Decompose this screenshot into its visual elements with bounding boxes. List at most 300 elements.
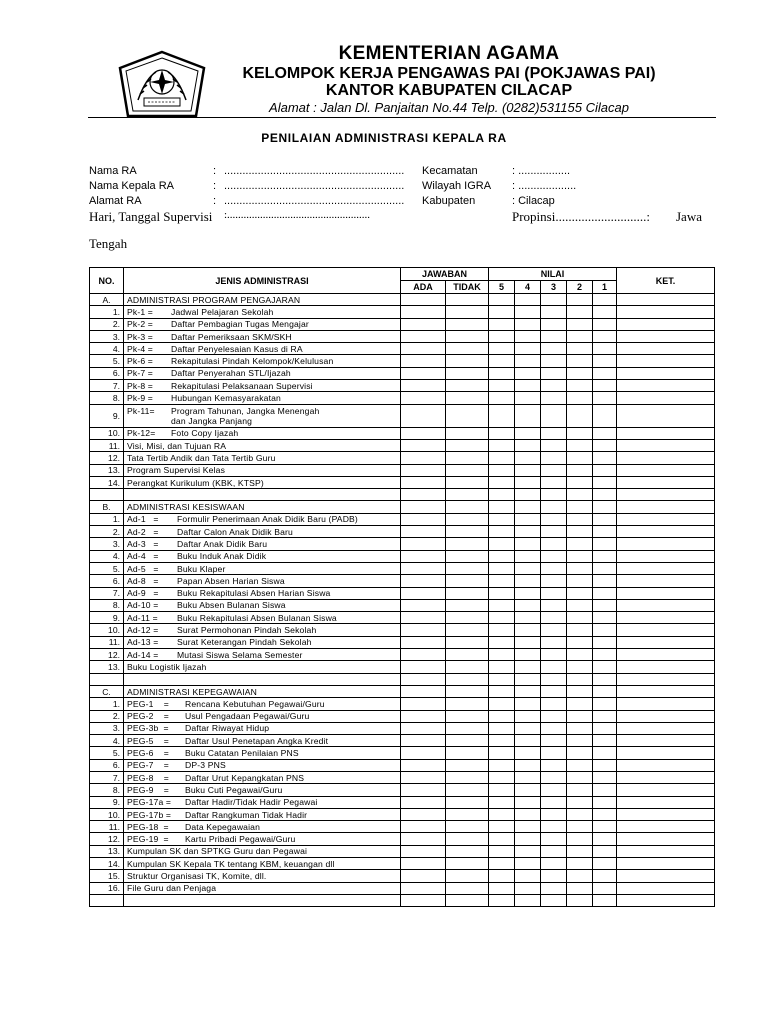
cell-ket[interactable]	[617, 894, 715, 906]
cell-tidak[interactable]	[446, 833, 489, 845]
cell-n5[interactable]	[489, 599, 515, 611]
cell-tidak[interactable]	[446, 427, 489, 439]
cell-n1[interactable]	[593, 476, 617, 488]
cell-ket[interactable]	[617, 661, 715, 673]
cell-n1[interactable]	[593, 784, 617, 796]
cell-n5[interactable]	[489, 318, 515, 330]
cell-n2[interactable]	[567, 735, 593, 747]
cell-tidak[interactable]	[446, 710, 489, 722]
cell-n4[interactable]	[515, 306, 541, 318]
cell-ket[interactable]	[617, 367, 715, 379]
cell-n1[interactable]	[593, 882, 617, 894]
cell-n3[interactable]	[541, 882, 567, 894]
cell-n2[interactable]	[567, 894, 593, 906]
cell-ket[interactable]	[617, 759, 715, 771]
cell-ket[interactable]	[617, 784, 715, 796]
cell-n3[interactable]	[541, 735, 567, 747]
cell-n2[interactable]	[567, 784, 593, 796]
cell-n4[interactable]	[515, 870, 541, 882]
cell-ada[interactable]	[401, 526, 446, 538]
cell-ada[interactable]	[401, 575, 446, 587]
cell-ket[interactable]	[617, 439, 715, 451]
cell-n5[interactable]	[489, 636, 515, 648]
cell-n4[interactable]	[515, 526, 541, 538]
cell-n4[interactable]	[515, 355, 541, 367]
cell-n2[interactable]	[567, 858, 593, 870]
cell-tidak[interactable]	[446, 501, 489, 513]
cell-n1[interactable]	[593, 526, 617, 538]
cell-n3[interactable]	[541, 538, 567, 550]
cell-tidak[interactable]	[446, 747, 489, 759]
cell-n2[interactable]	[567, 636, 593, 648]
cell-ket[interactable]	[617, 526, 715, 538]
cell-tidak[interactable]	[446, 759, 489, 771]
cell-n5[interactable]	[489, 882, 515, 894]
cell-n3[interactable]	[541, 673, 567, 685]
cell-ket[interactable]	[617, 636, 715, 648]
cell-n5[interactable]	[489, 710, 515, 722]
cell-n2[interactable]	[567, 476, 593, 488]
cell-tidak[interactable]	[446, 392, 489, 404]
cell-ket[interactable]	[617, 685, 715, 697]
cell-n3[interactable]	[541, 759, 567, 771]
cell-n1[interactable]	[593, 649, 617, 661]
cell-n5[interactable]	[489, 747, 515, 759]
cell-n5[interactable]	[489, 685, 515, 697]
cell-tidak[interactable]	[446, 735, 489, 747]
cell-n4[interactable]	[515, 380, 541, 392]
cell-n3[interactable]	[541, 392, 567, 404]
cell-ada[interactable]	[401, 380, 446, 392]
field-alamat[interactable]: ...........................................................	[224, 195, 405, 207]
cell-ket[interactable]	[617, 343, 715, 355]
cell-n4[interactable]	[515, 318, 541, 330]
cell-ket[interactable]	[617, 392, 715, 404]
cell-n2[interactable]	[567, 673, 593, 685]
cell-ada[interactable]	[401, 343, 446, 355]
cell-n5[interactable]	[489, 404, 515, 427]
cell-n5[interactable]	[489, 894, 515, 906]
cell-n3[interactable]	[541, 784, 567, 796]
cell-n2[interactable]	[567, 771, 593, 783]
cell-n4[interactable]	[515, 722, 541, 734]
cell-n1[interactable]	[593, 489, 617, 501]
cell-n1[interactable]	[593, 624, 617, 636]
cell-tidak[interactable]	[446, 636, 489, 648]
cell-ada[interactable]	[401, 404, 446, 427]
cell-n2[interactable]	[567, 380, 593, 392]
cell-n4[interactable]	[515, 330, 541, 342]
cell-ket[interactable]	[617, 599, 715, 611]
cell-n4[interactable]	[515, 771, 541, 783]
cell-n5[interactable]	[489, 489, 515, 501]
cell-n3[interactable]	[541, 404, 567, 427]
cell-n3[interactable]	[541, 330, 567, 342]
field-nama-kepala[interactable]: ...........................................................	[224, 180, 405, 192]
cell-n1[interactable]	[593, 550, 617, 562]
cell-n1[interactable]	[593, 587, 617, 599]
cell-tidak[interactable]	[446, 722, 489, 734]
cell-ket[interactable]	[617, 550, 715, 562]
cell-n2[interactable]	[567, 685, 593, 697]
cell-n3[interactable]	[541, 858, 567, 870]
cell-n3[interactable]	[541, 833, 567, 845]
cell-tidak[interactable]	[446, 513, 489, 525]
cell-n2[interactable]	[567, 355, 593, 367]
cell-n3[interactable]	[541, 439, 567, 451]
cell-n1[interactable]	[593, 318, 617, 330]
cell-n5[interactable]	[489, 858, 515, 870]
cell-n1[interactable]	[593, 355, 617, 367]
cell-n1[interactable]	[593, 636, 617, 648]
cell-n4[interactable]	[515, 476, 541, 488]
cell-n3[interactable]	[541, 796, 567, 808]
cell-ket[interactable]	[617, 698, 715, 710]
cell-n3[interactable]	[541, 771, 567, 783]
field-wilayah[interactable]: : ...................	[512, 180, 577, 192]
cell-ket[interactable]	[617, 452, 715, 464]
cell-ada[interactable]	[401, 427, 446, 439]
cell-tidak[interactable]	[446, 367, 489, 379]
cell-n2[interactable]	[567, 306, 593, 318]
cell-tidak[interactable]	[446, 318, 489, 330]
cell-ada[interactable]	[401, 858, 446, 870]
cell-n4[interactable]	[515, 821, 541, 833]
cell-n3[interactable]	[541, 599, 567, 611]
cell-n5[interactable]	[489, 821, 515, 833]
cell-n5[interactable]	[489, 575, 515, 587]
cell-n5[interactable]	[489, 380, 515, 392]
cell-n2[interactable]	[567, 882, 593, 894]
cell-n1[interactable]	[593, 685, 617, 697]
cell-n5[interactable]	[489, 439, 515, 451]
cell-n3[interactable]	[541, 845, 567, 857]
cell-n5[interactable]	[489, 452, 515, 464]
cell-n3[interactable]	[541, 355, 567, 367]
cell-ada[interactable]	[401, 501, 446, 513]
cell-n1[interactable]	[593, 870, 617, 882]
cell-n2[interactable]	[567, 833, 593, 845]
cell-n5[interactable]	[489, 649, 515, 661]
cell-ada[interactable]	[401, 562, 446, 574]
cell-n2[interactable]	[567, 722, 593, 734]
cell-n3[interactable]	[541, 710, 567, 722]
cell-ada[interactable]	[401, 661, 446, 673]
cell-n3[interactable]	[541, 722, 567, 734]
cell-n3[interactable]	[541, 894, 567, 906]
cell-ada[interactable]	[401, 294, 446, 306]
cell-ket[interactable]	[617, 538, 715, 550]
cell-ket[interactable]	[617, 355, 715, 367]
cell-n4[interactable]	[515, 673, 541, 685]
cell-n2[interactable]	[567, 439, 593, 451]
cell-n4[interactable]	[515, 562, 541, 574]
cell-n4[interactable]	[515, 501, 541, 513]
cell-n2[interactable]	[567, 796, 593, 808]
cell-n3[interactable]	[541, 587, 567, 599]
cell-ket[interactable]	[617, 833, 715, 845]
cell-tidak[interactable]	[446, 550, 489, 562]
cell-n3[interactable]	[541, 661, 567, 673]
cell-n1[interactable]	[593, 464, 617, 476]
cell-n4[interactable]	[515, 624, 541, 636]
cell-tidak[interactable]	[446, 355, 489, 367]
cell-tidak[interactable]	[446, 476, 489, 488]
cell-tidak[interactable]	[446, 858, 489, 870]
cell-ada[interactable]	[401, 698, 446, 710]
cell-n3[interactable]	[541, 427, 567, 439]
cell-tidak[interactable]	[446, 489, 489, 501]
cell-n2[interactable]	[567, 587, 593, 599]
cell-n4[interactable]	[515, 661, 541, 673]
cell-n4[interactable]	[515, 599, 541, 611]
cell-n2[interactable]	[567, 318, 593, 330]
cell-n1[interactable]	[593, 661, 617, 673]
cell-ada[interactable]	[401, 759, 446, 771]
cell-ket[interactable]	[617, 858, 715, 870]
cell-tidak[interactable]	[446, 624, 489, 636]
cell-ket[interactable]	[617, 735, 715, 747]
cell-ket[interactable]	[617, 587, 715, 599]
cell-ada[interactable]	[401, 599, 446, 611]
cell-n5[interactable]	[489, 833, 515, 845]
cell-n5[interactable]	[489, 427, 515, 439]
cell-ket[interactable]	[617, 427, 715, 439]
cell-ada[interactable]	[401, 587, 446, 599]
cell-n3[interactable]	[541, 575, 567, 587]
cell-ada[interactable]	[401, 367, 446, 379]
cell-n4[interactable]	[515, 575, 541, 587]
cell-n5[interactable]	[489, 735, 515, 747]
cell-ada[interactable]	[401, 550, 446, 562]
cell-ada[interactable]	[401, 318, 446, 330]
cell-n1[interactable]	[593, 501, 617, 513]
cell-n2[interactable]	[567, 526, 593, 538]
cell-tidak[interactable]	[446, 821, 489, 833]
cell-ada[interactable]	[401, 685, 446, 697]
cell-n5[interactable]	[489, 771, 515, 783]
cell-n5[interactable]	[489, 759, 515, 771]
cell-n3[interactable]	[541, 550, 567, 562]
cell-n5[interactable]	[489, 722, 515, 734]
cell-n1[interactable]	[593, 599, 617, 611]
cell-tidak[interactable]	[446, 673, 489, 685]
cell-tidak[interactable]	[446, 538, 489, 550]
cell-n4[interactable]	[515, 649, 541, 661]
cell-ada[interactable]	[401, 784, 446, 796]
cell-n5[interactable]	[489, 343, 515, 355]
cell-ada[interactable]	[401, 710, 446, 722]
cell-tidak[interactable]	[446, 587, 489, 599]
cell-n3[interactable]	[541, 612, 567, 624]
cell-n2[interactable]	[567, 452, 593, 464]
cell-n5[interactable]	[489, 550, 515, 562]
cell-n2[interactable]	[567, 710, 593, 722]
cell-n4[interactable]	[515, 710, 541, 722]
cell-ket[interactable]	[617, 306, 715, 318]
cell-ada[interactable]	[401, 306, 446, 318]
cell-n2[interactable]	[567, 501, 593, 513]
cell-n2[interactable]	[567, 562, 593, 574]
cell-n3[interactable]	[541, 685, 567, 697]
cell-n3[interactable]	[541, 821, 567, 833]
cell-ada[interactable]	[401, 612, 446, 624]
cell-n3[interactable]	[541, 306, 567, 318]
cell-n1[interactable]	[593, 673, 617, 685]
cell-n2[interactable]	[567, 367, 593, 379]
cell-ada[interactable]	[401, 392, 446, 404]
cell-ket[interactable]	[617, 318, 715, 330]
cell-n4[interactable]	[515, 404, 541, 427]
cell-n3[interactable]	[541, 624, 567, 636]
cell-tidak[interactable]	[446, 562, 489, 574]
cell-ket[interactable]	[617, 489, 715, 501]
cell-n1[interactable]	[593, 294, 617, 306]
cell-n2[interactable]	[567, 870, 593, 882]
cell-n4[interactable]	[515, 538, 541, 550]
cell-n1[interactable]	[593, 833, 617, 845]
cell-n4[interactable]	[515, 636, 541, 648]
cell-n1[interactable]	[593, 513, 617, 525]
cell-n4[interactable]	[515, 587, 541, 599]
cell-ket[interactable]	[617, 380, 715, 392]
cell-ket[interactable]	[617, 673, 715, 685]
cell-n3[interactable]	[541, 649, 567, 661]
cell-ada[interactable]	[401, 771, 446, 783]
cell-n1[interactable]	[593, 306, 617, 318]
cell-ket[interactable]	[617, 501, 715, 513]
cell-ket[interactable]	[617, 821, 715, 833]
cell-ada[interactable]	[401, 673, 446, 685]
cell-n2[interactable]	[567, 821, 593, 833]
cell-tidak[interactable]	[446, 380, 489, 392]
cell-n3[interactable]	[541, 870, 567, 882]
cell-n5[interactable]	[489, 870, 515, 882]
cell-n3[interactable]	[541, 636, 567, 648]
cell-tidak[interactable]	[446, 612, 489, 624]
cell-ket[interactable]	[617, 464, 715, 476]
cell-n4[interactable]	[515, 759, 541, 771]
cell-n1[interactable]	[593, 845, 617, 857]
cell-tidak[interactable]	[446, 452, 489, 464]
cell-ada[interactable]	[401, 489, 446, 501]
cell-tidak[interactable]	[446, 330, 489, 342]
cell-ket[interactable]	[617, 575, 715, 587]
cell-n5[interactable]	[489, 612, 515, 624]
cell-ada[interactable]	[401, 796, 446, 808]
cell-ket[interactable]	[617, 747, 715, 759]
cell-ada[interactable]	[401, 439, 446, 451]
cell-ada[interactable]	[401, 882, 446, 894]
cell-n2[interactable]	[567, 427, 593, 439]
cell-n1[interactable]	[593, 771, 617, 783]
cell-ada[interactable]	[401, 833, 446, 845]
cell-n4[interactable]	[515, 784, 541, 796]
cell-n4[interactable]	[515, 698, 541, 710]
cell-n4[interactable]	[515, 735, 541, 747]
cell-ket[interactable]	[617, 330, 715, 342]
cell-ada[interactable]	[401, 894, 446, 906]
cell-ada[interactable]	[401, 464, 446, 476]
cell-n3[interactable]	[541, 452, 567, 464]
field-hari-tanggal[interactable]: :....................................................	[224, 209, 371, 221]
cell-n2[interactable]	[567, 575, 593, 587]
cell-n2[interactable]	[567, 464, 593, 476]
cell-ada[interactable]	[401, 513, 446, 525]
cell-n4[interactable]	[515, 489, 541, 501]
cell-n1[interactable]	[593, 380, 617, 392]
cell-tidak[interactable]	[446, 661, 489, 673]
cell-ket[interactable]	[617, 513, 715, 525]
cell-ada[interactable]	[401, 845, 446, 857]
cell-ada[interactable]	[401, 821, 446, 833]
cell-n1[interactable]	[593, 404, 617, 427]
cell-n5[interactable]	[489, 330, 515, 342]
cell-n3[interactable]	[541, 526, 567, 538]
cell-tidak[interactable]	[446, 685, 489, 697]
cell-n4[interactable]	[515, 452, 541, 464]
cell-n2[interactable]	[567, 661, 593, 673]
cell-n1[interactable]	[593, 759, 617, 771]
cell-n3[interactable]	[541, 380, 567, 392]
cell-n5[interactable]	[489, 306, 515, 318]
cell-n3[interactable]	[541, 367, 567, 379]
cell-ada[interactable]	[401, 747, 446, 759]
cell-n4[interactable]	[515, 550, 541, 562]
cell-n3[interactable]	[541, 294, 567, 306]
cell-n2[interactable]	[567, 489, 593, 501]
cell-n1[interactable]	[593, 330, 617, 342]
cell-n4[interactable]	[515, 894, 541, 906]
cell-n2[interactable]	[567, 698, 593, 710]
cell-n4[interactable]	[515, 343, 541, 355]
cell-n2[interactable]	[567, 599, 593, 611]
cell-n2[interactable]	[567, 404, 593, 427]
cell-n1[interactable]	[593, 808, 617, 820]
cell-ada[interactable]	[401, 330, 446, 342]
cell-n3[interactable]	[541, 476, 567, 488]
cell-ket[interactable]	[617, 562, 715, 574]
cell-n1[interactable]	[593, 367, 617, 379]
cell-ket[interactable]	[617, 870, 715, 882]
cell-n3[interactable]	[541, 562, 567, 574]
cell-ada[interactable]	[401, 636, 446, 648]
cell-n5[interactable]	[489, 624, 515, 636]
cell-ket[interactable]	[617, 624, 715, 636]
cell-tidak[interactable]	[446, 649, 489, 661]
cell-n4[interactable]	[515, 294, 541, 306]
cell-n4[interactable]	[515, 464, 541, 476]
cell-tidak[interactable]	[446, 796, 489, 808]
cell-ada[interactable]	[401, 355, 446, 367]
cell-ada[interactable]	[401, 870, 446, 882]
cell-n4[interactable]	[515, 796, 541, 808]
cell-n5[interactable]	[489, 673, 515, 685]
cell-tidak[interactable]	[446, 294, 489, 306]
cell-n4[interactable]	[515, 392, 541, 404]
cell-n5[interactable]	[489, 501, 515, 513]
cell-n5[interactable]	[489, 784, 515, 796]
cell-tidak[interactable]	[446, 771, 489, 783]
cell-n4[interactable]	[515, 685, 541, 697]
cell-n1[interactable]	[593, 343, 617, 355]
cell-n4[interactable]	[515, 747, 541, 759]
cell-tidak[interactable]	[446, 599, 489, 611]
cell-n1[interactable]	[593, 796, 617, 808]
cell-ket[interactable]	[617, 796, 715, 808]
cell-n1[interactable]	[593, 439, 617, 451]
cell-ada[interactable]	[401, 624, 446, 636]
